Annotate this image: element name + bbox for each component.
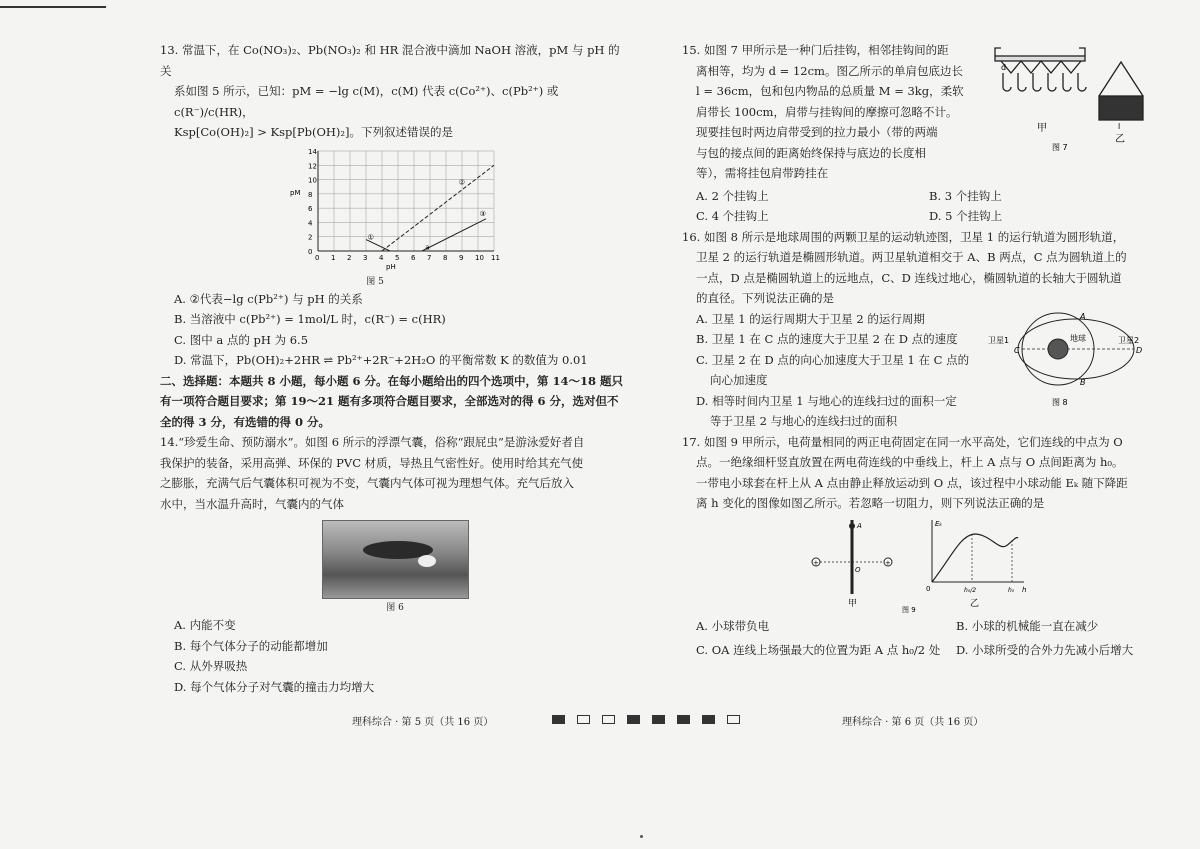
- q14-line1: 14.“珍爱生命、预防溺水”。如图 6 所示的浮漂气囊，俗称“跟屁虫”是游泳爱好者自: [160, 435, 585, 449]
- figure-5-caption: 图 5: [366, 276, 384, 287]
- q16-option-a: A. 卫星 1 的运行周期大于卫星 2 的运行周期: [696, 311, 925, 326]
- q15-line5: 现要挂包时两边肩带受到的拉力最小（带的两端: [696, 125, 938, 139]
- float-bag-shape: [418, 555, 436, 567]
- label-h0: h₀: [1008, 586, 1015, 594]
- q14-line4: 水中，当水温升高时，气囊内的气体: [160, 496, 344, 511]
- x-tick-label: 8: [443, 253, 448, 262]
- label-O-9: O: [855, 565, 861, 574]
- label-C: C: [1014, 345, 1020, 355]
- page-marker-squares: [552, 715, 740, 724]
- question-15: [682, 40, 1152, 227]
- footer-right: 理科综合 · 第 6 页（共 16 页）: [842, 717, 984, 728]
- x-axis-label: pH: [386, 262, 396, 271]
- section2-line2: 有一项符合题目要求；第 19～21 题有多项符合题目要求，全部选对的得 6 分，选对但不: [160, 394, 619, 408]
- q15-option-a: A. 2 个挂钩上: [696, 188, 769, 203]
- chart-annotation: ②: [458, 178, 466, 187]
- figure-7-caption: 图 7: [1052, 143, 1068, 152]
- label-h: h: [1022, 585, 1027, 594]
- section-2-header: [160, 371, 630, 433]
- q16-line1: 16. 如图 8 所示是地球周围的两颗卫星的运动轨迹图，卫星 1 的运行轨道为圆形轨道，: [682, 229, 1125, 244]
- y-axis-label: pM: [290, 188, 301, 197]
- chart-annotation: a: [425, 243, 430, 252]
- label-sat2: 卫星2: [1118, 335, 1140, 345]
- hook-rack: [995, 48, 1086, 91]
- q15-option-b: B. 3 个挂钩上: [929, 188, 1002, 203]
- figure-6-photo: [322, 520, 469, 599]
- label-A: A: [1080, 311, 1086, 321]
- figure-8-caption: 图 8: [1052, 397, 1068, 407]
- q13-line1: 13. 常温下，在 Co(NO₃)₂、Pb(NO₃)₂ 和 HR 混合液中滴加 NaOH 溶液，pM 与 pH 的关: [160, 43, 620, 78]
- q15-line1: 15. 如图 7 甲所示是一种门后挂钩，相邻挂钩间的距: [682, 43, 949, 57]
- top-rule: [0, 6, 106, 8]
- marker-square: [702, 715, 715, 724]
- x-tick-label: 6: [411, 253, 416, 262]
- left-column: [160, 40, 630, 697]
- label-sat1: 卫星1: [988, 335, 1010, 345]
- q17-options: [682, 614, 1152, 662]
- q14-option-a: A. 内能不变: [174, 618, 236, 632]
- section2-line3: 全的得 3 分，有选错的得 0 分。: [160, 414, 331, 429]
- label-jia-7: 甲: [1037, 123, 1047, 134]
- q14-line3: 之膨胀，充满气后气囊体积可视为不变，气囊内气体可视为理想气体。充气后放入: [160, 476, 574, 490]
- figure-9-caption: 图 9: [902, 605, 916, 614]
- svg-text:+: +: [813, 558, 819, 567]
- q15-option-c: C. 4 个挂钩上: [696, 209, 769, 223]
- marker-square: [627, 715, 640, 724]
- chart-annotation: ①: [367, 233, 374, 242]
- q17-option-d: D. 小球所受的合外力先减小后增大: [956, 642, 1134, 657]
- figure-9-jia: [812, 520, 892, 609]
- label-D: D: [1136, 345, 1143, 355]
- series-line-3: [422, 218, 486, 250]
- q13-option-a: A. ②代表−lg c(Pb²⁺) 与 pH 的关系: [174, 291, 363, 306]
- label-A-9: A: [857, 521, 862, 530]
- q17-option-c: C. OA 连线上场强最大的位置为距 A 点 h₀/2 处: [696, 642, 941, 657]
- figure-8: [988, 311, 1148, 411]
- marker-square: [677, 715, 690, 724]
- q14-option-b: B. 每个气体分子的动能都增加: [174, 638, 328, 653]
- earth-shape: [1048, 339, 1068, 359]
- q13-line2: 系如图 5 所示，已知：pM = −lg c(M)，c(M) 代表 c(Co²⁺)、c(Pb²⁺) 或 c(R⁻)/c(HR)，: [174, 84, 559, 119]
- q15-option-d: D. 5 个挂钩上: [929, 209, 1003, 223]
- q14-option-d: D. 每个气体分子对气囊的撞击力均增大: [174, 679, 375, 694]
- q13-line3: Ksp[Co(OH)₂] > Ksp[Pb(OH)₂]。下列叙述错误的是: [174, 125, 454, 139]
- q16-option-c-cont: 向心加速度: [710, 373, 768, 387]
- chart-annotation: ③: [479, 209, 486, 218]
- q13-option-c: C. 图中 a 点的 pH 为 6.5: [174, 332, 309, 347]
- x-tick-label: 5: [395, 253, 400, 262]
- q17-line3: 一带电小球套在杆上从 A 点由静止释放运动到 O 点，该过程中小球动能 Eₖ 随下降距: [696, 475, 1128, 490]
- question-13: [160, 40, 630, 371]
- x-tick-label: 0: [315, 253, 320, 262]
- y-tick-label: 8: [308, 190, 313, 199]
- marker-square: [652, 715, 665, 724]
- label-d: d: [1001, 63, 1007, 72]
- stray-dot: [640, 835, 643, 838]
- figure-9-yi-graph: [926, 520, 1026, 609]
- shoulder-bag: [1099, 62, 1143, 120]
- figure-7: [987, 46, 1147, 156]
- label-jia-9: 甲: [848, 598, 858, 609]
- q15-line3: l = 36cm，包和包内物品的总质量 M = 3kg，柔软: [696, 84, 964, 98]
- q16-line4: 的直径。下列说法正确的是: [696, 291, 834, 305]
- footer-left: 理科综合 · 第 5 页（共 16 页）: [352, 717, 494, 728]
- right-column: [682, 40, 1152, 662]
- marker-square: [727, 715, 740, 724]
- y-tick-label: 6: [308, 204, 313, 213]
- question-14: [160, 432, 630, 697]
- x-tick-label: 9: [459, 253, 464, 262]
- q16-line3: 一点，D 点是椭圆轨道上的远地点，C、D 连线过地心，椭圆轨道的长轴大于圆轨道: [696, 270, 1122, 285]
- x-tick-label: 3: [363, 253, 368, 262]
- q16-option-d-cont: 等于卫星 2 与地心的连线扫过的面积: [710, 414, 898, 428]
- q16-option-d: D. 相等时间内卫星 1 与地心的连线扫过的面积一定: [696, 393, 957, 408]
- y-tick-label: 10: [308, 176, 317, 185]
- q16-line2: 卫星 2 的运行轨道是椭圆形轨道。两卫星轨道相交于 A、B 两点，C 点为圆轨道上的: [696, 250, 1127, 264]
- q17-option-a: A. 小球带负电: [696, 618, 770, 633]
- x-tick-label: 2: [347, 253, 352, 262]
- q15-options: [682, 186, 1152, 227]
- q13-option-b: B. 当溶液中 c(Pb²⁺) = 1mol/L 时，c(R⁻) = c(HR): [174, 312, 446, 326]
- q14-option-c: C. 从外界吸热: [174, 659, 248, 673]
- q17-line1: 17. 如图 9 甲所示，电荷量相同的两正电荷固定在同一水平高处，它们连线的中点为 O: [682, 434, 1123, 449]
- label-zero-9: 0: [926, 584, 931, 593]
- q16-option-b: B. 卫星 1 在 C 点的速度大于卫星 2 在 D 点的速度: [696, 332, 958, 346]
- label-Ek: Eₖ: [935, 519, 943, 528]
- y-tick-label: 12: [308, 161, 317, 170]
- label-B: B: [1080, 377, 1086, 387]
- q15-line7: 等），需将挂包肩带跨挂在: [696, 166, 829, 180]
- q15-line2: 离相等，均为 d = 12cm。图乙所示的单肩包底边长: [696, 63, 963, 78]
- q15-line4: 肩带长 100cm，肩带与挂钩间的摩擦可忽略不计。: [696, 104, 958, 119]
- question-17: [682, 432, 1152, 662]
- marker-square: [602, 715, 615, 724]
- q17-option-b: B. 小球的机械能一直在减少: [956, 618, 1099, 633]
- section2-line1: 二、选择题：本题共 8 小题，每小题 6 分。在每小题给出的四个选项中，第 14～18 题只: [160, 373, 624, 388]
- x-tick-label: 4: [379, 253, 384, 262]
- label-h0-half: h₀/2: [964, 586, 977, 594]
- y-tick-label: 2: [308, 233, 313, 242]
- q16-option-c: C. 卫星 2 在 D 点的向心加速度大于卫星 1 在 C 点的: [696, 352, 970, 367]
- q14-line2: 我保护的装备，采用高弹、环保的 PVC 材质，导热且气密性好。使用时给其充气使: [160, 455, 584, 470]
- y-tick-label: 4: [308, 218, 313, 227]
- q13-option-d: D. 常温下，Pb(OH)₂+2HR ⇌ Pb²⁺+2R⁻+2H₂O 的平衡常数 K 的数值为 0.01: [174, 353, 588, 367]
- x-tick-label: 7: [427, 253, 432, 262]
- marker-square: [552, 715, 565, 724]
- svg-text:+: +: [885, 558, 891, 567]
- label-earth: 地球: [1070, 333, 1086, 343]
- orbit-ellipse: [1018, 319, 1134, 379]
- label-yi-9: 乙: [970, 598, 980, 609]
- figure-6-caption: 图 6: [386, 603, 404, 613]
- q17-line2: 点。一绝缘细杆竖直放置在两电荷连线的中垂线上，杆上 A 点与 O 点间距离为 h₀。: [696, 455, 1124, 469]
- figure-9: [802, 516, 1062, 614]
- marker-square: [577, 715, 590, 724]
- q17-line4: 离 h 变化的图像如图乙所示。若忽略一切阻力，则下列说法正确的是: [696, 496, 1045, 510]
- y-tick-label: 0: [308, 247, 313, 256]
- label-yi-7: 乙: [1115, 134, 1125, 145]
- x-tick-label: 10: [475, 253, 484, 262]
- label-l: l: [1118, 122, 1121, 131]
- question-16: [682, 227, 1152, 432]
- y-tick-label: 14: [308, 147, 317, 156]
- figure-5-chart: [290, 145, 510, 275]
- q15-line6: 与包的接点间的距离始终保持与底边的长度相: [696, 145, 926, 160]
- x-tick-label: 1: [331, 253, 336, 262]
- x-tick-label: 11: [491, 253, 500, 262]
